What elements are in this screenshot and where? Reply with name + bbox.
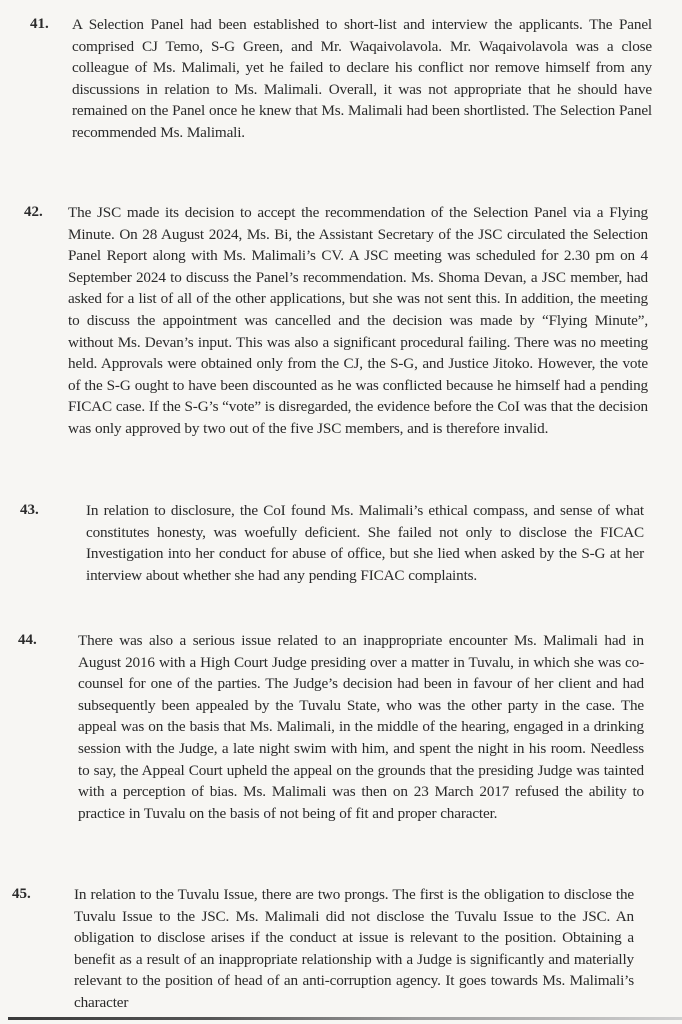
page-bottom-rule bbox=[8, 1017, 682, 1020]
paragraph-number: 41. bbox=[30, 16, 49, 32]
paragraph-text: A Selection Panel had been established to short-list and interview the applicants. The Panel comprised CJ Temo, S-G Green, and Mr. Waqaivolavola. Mr. Waqaivolavola was a close colleague of Ms. Malimali, yet he failed to declare his conflict nor remove himself from any discussions in relation to Ms. Malimali. Overall, it was not appropriate that he should have remained on the Panel once he knew that Ms. Malimali had been shortlisted. The Selection Panel recommended Ms. Malimali. bbox=[72, 16, 652, 141]
paragraph-number: 43. bbox=[20, 502, 39, 518]
paragraph-number: 45. bbox=[12, 886, 31, 902]
paragraph-text: In relation to disclosure, the CoI found Ms. Malimali’s ethical compass, and sense of what constitutes honesty, was woefully deficient. She failed not only to disclose the FICAC Investigation into her conduct for abuse of office, but she lied when asked by the S-G at her interview about whether she had any pending FICAC complaints. bbox=[86, 502, 644, 584]
paragraph-number: 42. bbox=[24, 204, 43, 220]
paragraph-text: The JSC made its decision to accept the recommendation of the Selection Panel via a Flying Minute. On 28 August 2024, Ms. Bi, the Assistant Secretary of the JSC circulated the Selection Panel Report along with Ms. Malimali’s CV. A JSC meeting was scheduled for 2.30 pm on 4 September 2024 to discuss the Panel’s recommendation. Ms. Shoma Devan, a JSC member, had asked for a list of all of the other applications, but she was not sent this. In addition, the meeting to discuss the appointment was cancelled and the decision was made by “Flying Minute”, without Ms. Devan’s input. This was also a significant procedural failing. There was no meeting held. Approvals were obtained only from the CJ, the S-G, and Justice Jitoko. However, the vote of the S-G ought to have been discounted as he was conflicted because he himself had a pending FICAC case. If the S-G’s “vote” is disregarded, the evidence before the CoI was that the decision was only approved by two out of the five JSC members, and is therefore invalid. bbox=[68, 204, 648, 437]
paragraph-text: In relation to the Tuvalu Issue, there are two prongs. The first is the obligation to disclose the Tuvalu Issue to the JSC. Ms. Malimali did not disclose the Tuvalu Issue to the JSC. An obligation to disclose arises if the conduct at issue is relevant to the position. Obtaining a benefit as a result of an inappropriate relationship with a Judge is significantly and materially relevant to the position of head of an anti-corruption agency. It goes towards Ms. Malimali’s character bbox=[74, 886, 634, 1011]
paragraph-number: 44. bbox=[18, 632, 37, 648]
paragraph-text: There was also a serious issue related to an inappropriate encounter Ms. Malimali had in August 2016 with a High Court Judge presiding over a matter in Tuvalu, in which she was co-counsel for one of the parties. The Judge’s decision had been in favour of her client and had subsequently been appealed by the Tuvalu State, who was the other party in the case. The appeal was on the basis that Ms. Malimali, in the middle of the hearing, engaged in a drinking session with the Judge, a late night swim with him, and spent the night in his room. Needless to say, the Appeal Court upheld the appeal on the grounds that the presiding Judge was tainted with a perception of bias. Ms. Malimali was then on 23 March 2017 refused the ability to practice in Tuvalu on the basis of not being of fit and proper character. bbox=[78, 632, 644, 822]
